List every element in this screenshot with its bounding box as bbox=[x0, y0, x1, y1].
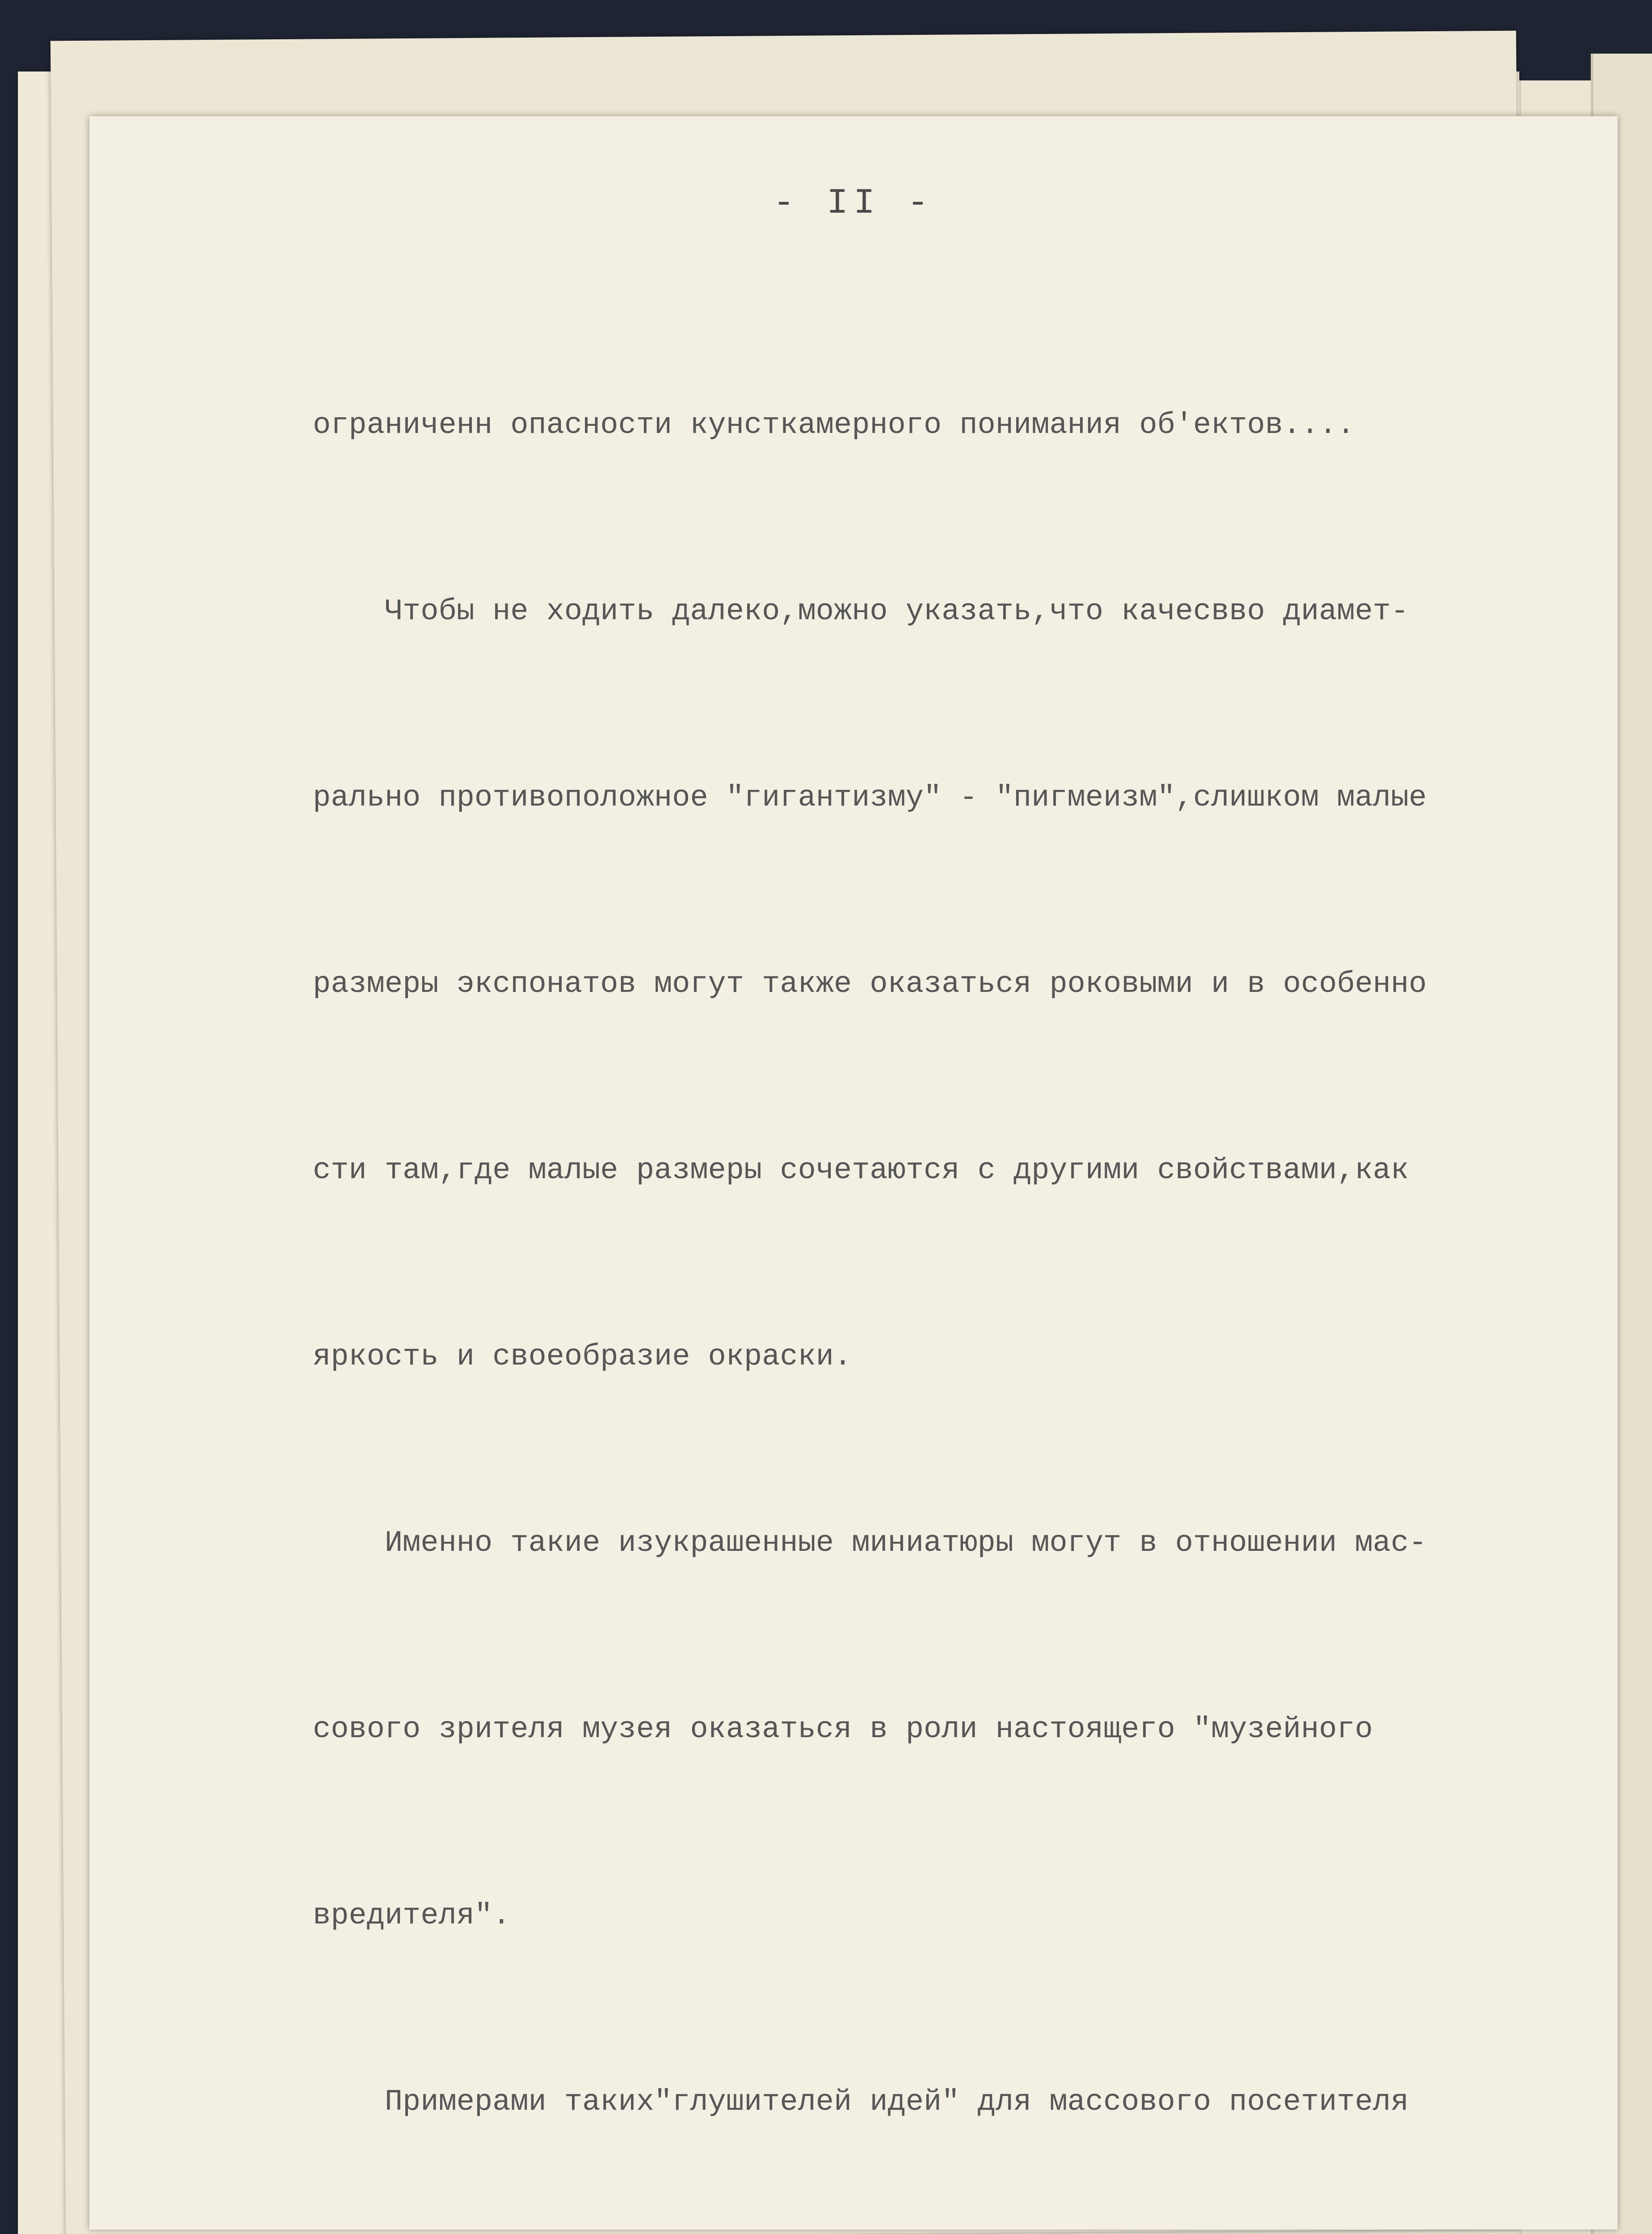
text-line: сового зрителя музея оказаться в роли настоящего "музейного bbox=[313, 1713, 1373, 1747]
text-line: сти там,где малые размеры сочетаются с другими свойствами,как bbox=[313, 1154, 1409, 1188]
text-line: рально противоположное "гигантизму" - "пигмеизм",слишком малые bbox=[313, 781, 1427, 815]
text-line: Чтобы не ходить далеко,можно указать,что качесвво диамет- bbox=[313, 595, 1409, 629]
page-number: - II - bbox=[773, 183, 934, 224]
text-line: Именно такие изукрашенные миниатюры могут в отношении мас- bbox=[313, 1526, 1427, 1560]
text-line: вредителя". bbox=[313, 1899, 511, 1933]
text-line: ограниченн опасности кунсткамерного понимания об'ектов.... bbox=[313, 408, 1355, 442]
text-line: размеры экспонатов могут также оказаться роковыми и в особенно bbox=[313, 967, 1427, 1001]
typewritten-page bbox=[89, 116, 1618, 2230]
text-line: яркость и своеобразие окраски. bbox=[313, 1340, 852, 1374]
page-body bbox=[313, 270, 1644, 2234]
text-line: Примерами таких"глушителей идей" для массового посетителя bbox=[313, 2085, 1409, 2119]
